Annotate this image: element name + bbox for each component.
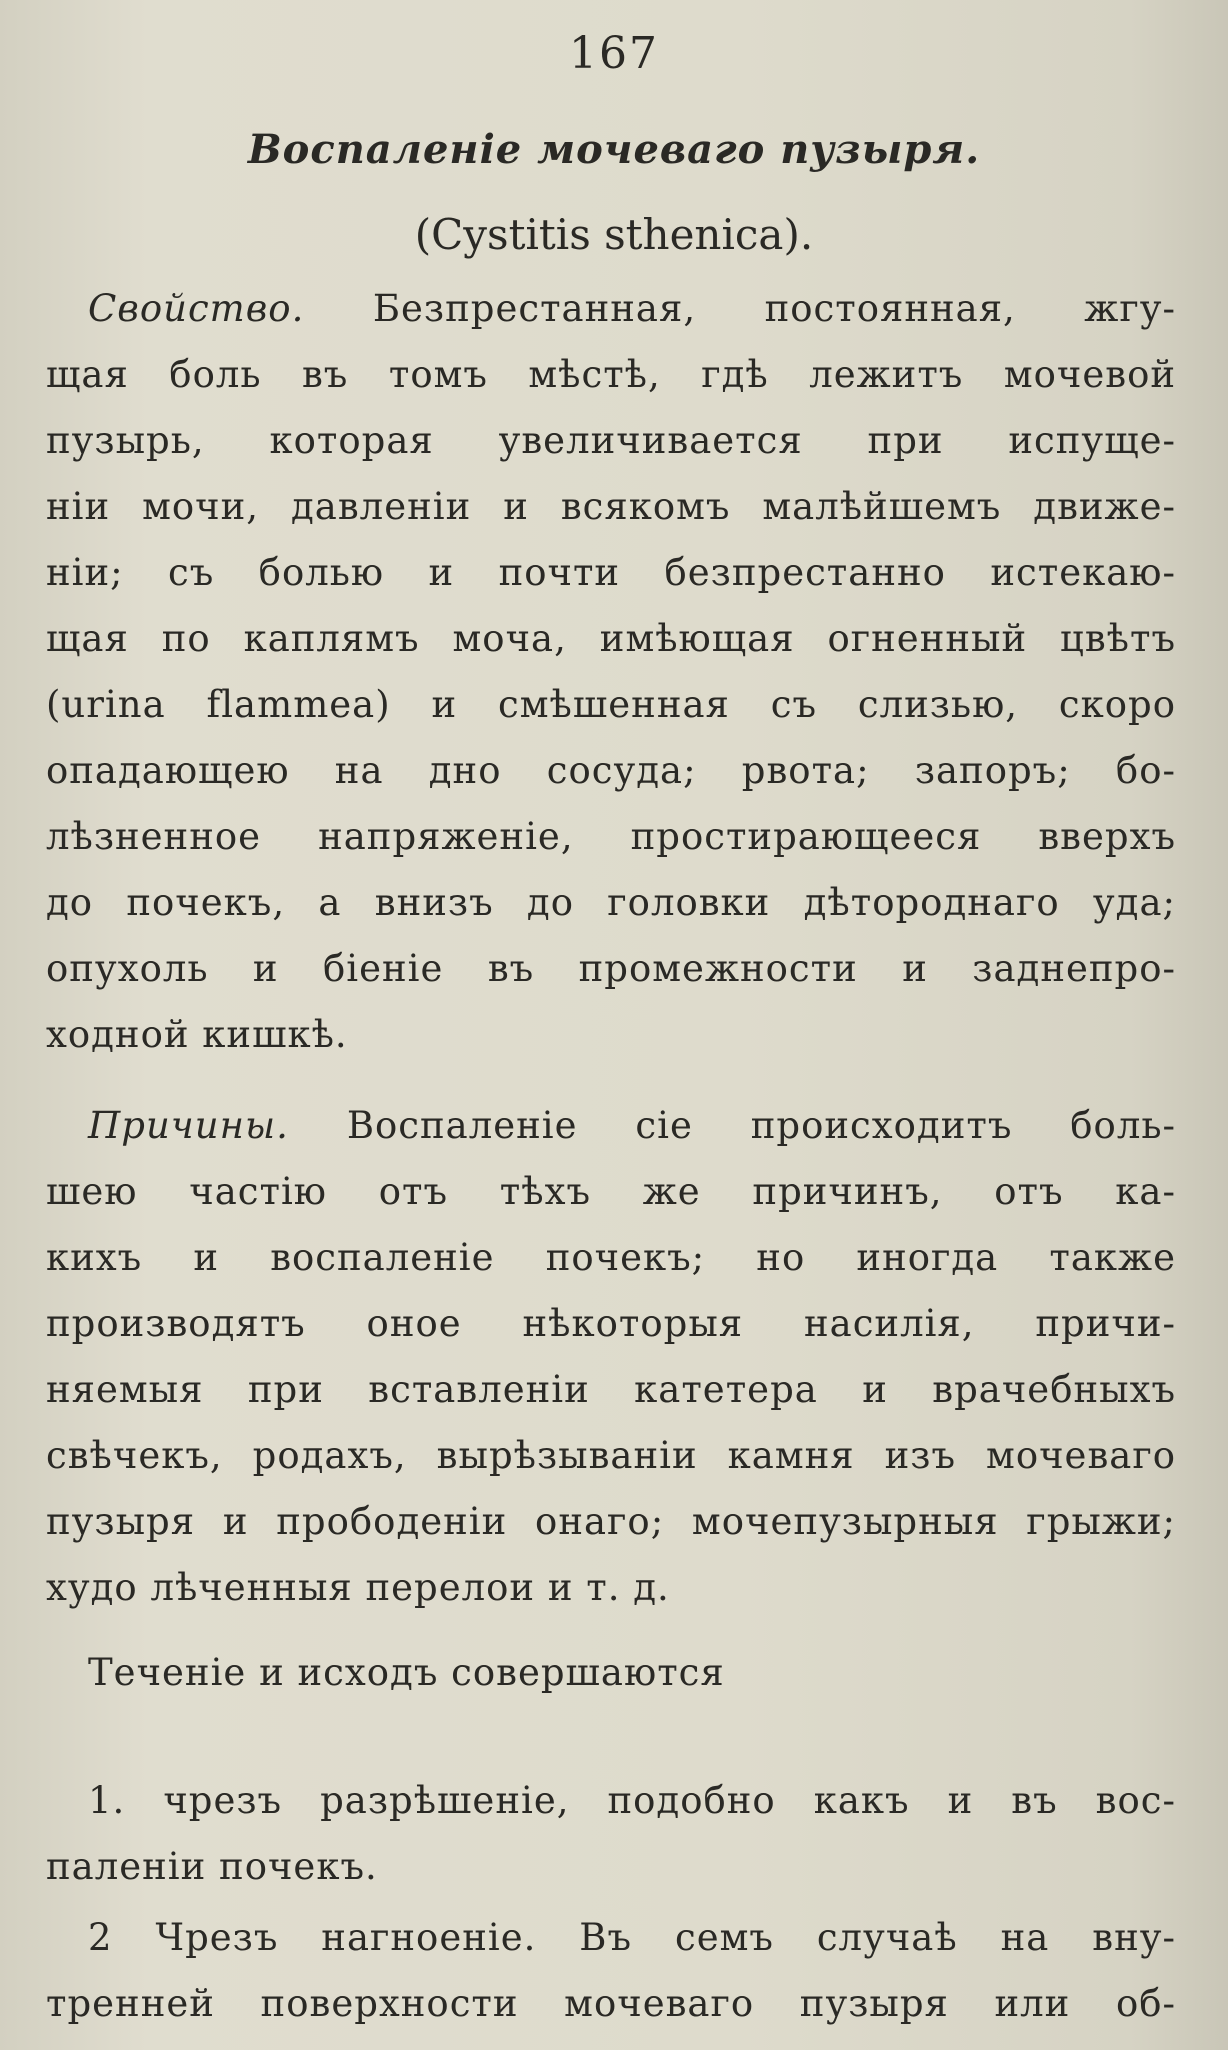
latin-title: (Cystitis sthenica).	[414, 210, 814, 259]
paragraph-causes	[46, 1093, 1176, 1621]
text-line: пузыря и прободеніи онаго; мочепузырныя грыжи;	[46, 1500, 1176, 1543]
text-line: ніи; съ болью и почти безпрестанно истекаю-	[46, 551, 1176, 594]
text-line: паленіи почекъ.	[46, 1845, 378, 1888]
line-text: Воспаленіе сіе происходитъ боль-	[346, 1104, 1176, 1147]
text-line: до почекъ, а внизъ до головки дѣтороднаго уда;	[46, 881, 1176, 924]
text-line: пузырь, которая увеличивается при испуще-	[46, 419, 1176, 462]
text-line: ходной кишкѣ.	[46, 1013, 348, 1056]
section-heading: Воспаленіе мочеваго пузыря.	[247, 126, 981, 173]
paragraph-resolution	[46, 1768, 1176, 1900]
paragraph-lead: Причины.	[88, 1104, 289, 1147]
text-line: шею частію отъ тѣхъ же причинъ, отъ ка-	[46, 1170, 1176, 1213]
paragraph-lead: Свойство.	[88, 287, 305, 330]
text-line: ніи мочи, давленіи и всякомъ малѣйшемъ движе-	[46, 485, 1176, 528]
page-number: 167	[569, 28, 659, 79]
text-line: лѣзненное напряженіе, простирающееся вверхъ	[46, 815, 1176, 858]
text-line	[46, 1093, 1176, 1159]
text-line: Теченіе и исходъ совершаются	[88, 1651, 725, 1694]
text-line: производятъ оное нѣкоторыя насилія, причи-	[46, 1302, 1176, 1345]
text-line: щая по каплямъ моча, имѣющая огненный цвѣтъ	[46, 617, 1176, 660]
text-line: щая боль въ томъ мѣстѣ, гдѣ лежитъ мочевой	[46, 353, 1176, 396]
text-line: 1. чрезъ разрѣшеніе, подобно какъ и въ вос-	[88, 1779, 1176, 1822]
text-line: 2 Чрезъ нагноеніе. Въ семъ случаѣ на вну-	[88, 1916, 1176, 1959]
text-line: кихъ и воспаленіе почекъ; но иногда также	[46, 1236, 1176, 1279]
text-line: (urina flammea) и смѣшенная съ слизью, скоро	[46, 683, 1176, 726]
paragraph-suppuration	[46, 1905, 1176, 2037]
text-line: опухоль и біеніе въ промежности и заднепро-	[46, 947, 1176, 990]
text-line	[46, 276, 1176, 342]
paragraph-symptoms	[46, 276, 1176, 1068]
text-line: тренней поверхности мочеваго пузыря или об-	[46, 1982, 1176, 2025]
text-line: няемыя при вставленіи катетера и врачебныхъ	[46, 1368, 1176, 1411]
line-text: Безпрестанная, постоянная, жгу-	[372, 287, 1176, 330]
text-line: опадающею на дно сосуда; рвота; запоръ; бо-	[46, 749, 1176, 792]
text-line: худо лѣченныя перелои и т. д.	[46, 1566, 670, 1609]
text-line: свѣчекъ, родахъ, вырѣзываніи камня изъ мочеваго	[46, 1434, 1176, 1477]
paragraph-course	[46, 1640, 1176, 1706]
